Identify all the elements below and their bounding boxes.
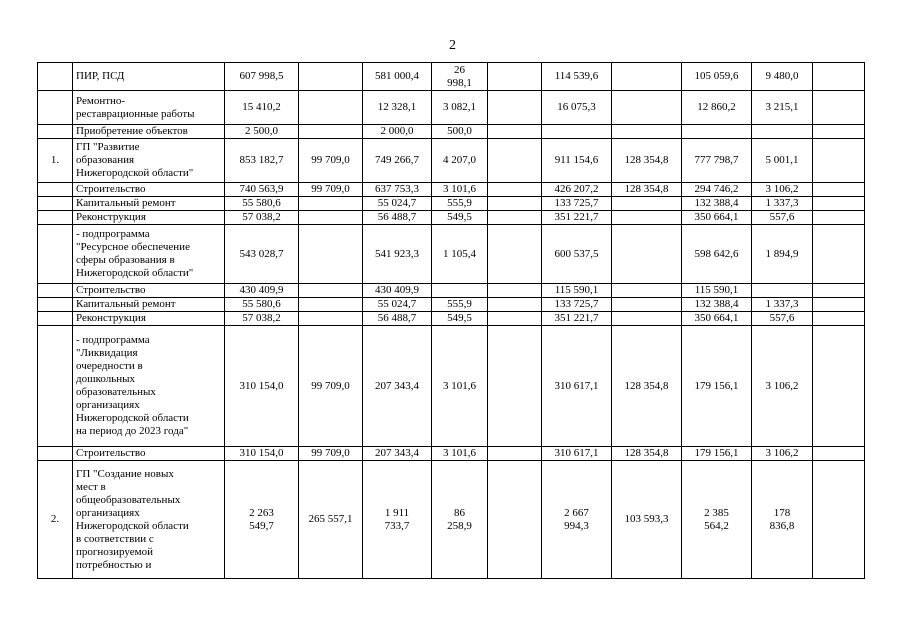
value-cell	[612, 63, 682, 91]
value-cell	[813, 125, 865, 139]
value-cell: 99 709,0	[299, 447, 363, 461]
value-cell: 1 337,3	[752, 298, 813, 312]
value-cell: 57 038,2	[225, 211, 299, 225]
value-cell: 2 385 564,2	[682, 461, 752, 579]
row-name-cell: Реконструкция	[73, 312, 225, 326]
value-cell: 607 998,5	[225, 63, 299, 91]
value-cell	[488, 197, 542, 211]
budget-table	[37, 62, 865, 579]
value-cell: 749 266,7	[363, 139, 432, 183]
value-cell: 1 894,9	[752, 225, 813, 284]
value-cell	[542, 125, 612, 139]
value-cell	[488, 298, 542, 312]
value-cell: 3 101,6	[432, 326, 488, 447]
value-cell	[488, 225, 542, 284]
value-cell: 26 998,1	[432, 63, 488, 91]
value-cell: 132 388,4	[682, 197, 752, 211]
value-cell: 103 593,3	[612, 461, 682, 579]
value-cell: 16 075,3	[542, 91, 612, 125]
row-name-cell: Строительство	[73, 284, 225, 298]
row-number-cell	[38, 125, 73, 139]
value-cell: 12 860,2	[682, 91, 752, 125]
value-cell: 600 537,5	[542, 225, 612, 284]
value-cell: 541 923,3	[363, 225, 432, 284]
value-cell: 55 580,6	[225, 298, 299, 312]
value-cell: 598 642,6	[682, 225, 752, 284]
value-cell	[752, 125, 813, 139]
value-cell: 430 409,9	[363, 284, 432, 298]
row-number-cell: 2.	[38, 461, 73, 579]
value-cell	[299, 298, 363, 312]
value-cell	[682, 125, 752, 139]
value-cell	[612, 298, 682, 312]
value-cell	[299, 284, 363, 298]
value-cell: 207 343,4	[363, 326, 432, 447]
value-cell: 56 488,7	[363, 211, 432, 225]
value-cell: 3 106,2	[752, 326, 813, 447]
value-cell	[752, 284, 813, 298]
value-cell: 351 221,7	[542, 211, 612, 225]
value-cell: 3 215,1	[752, 91, 813, 125]
value-cell: 12 328,1	[363, 91, 432, 125]
table-row	[38, 197, 865, 211]
value-cell: 1 337,3	[752, 197, 813, 211]
row-name-cell: Реконструкция	[73, 211, 225, 225]
value-cell	[299, 91, 363, 125]
value-cell: 549,5	[432, 211, 488, 225]
value-cell: 350 664,1	[682, 211, 752, 225]
value-cell	[813, 211, 865, 225]
value-cell: 777 798,7	[682, 139, 752, 183]
value-cell: 350 664,1	[682, 312, 752, 326]
row-name-cell: ГП "Развитие образования Нижегородской области"	[73, 139, 225, 183]
value-cell: 4 207,0	[432, 139, 488, 183]
row-number-cell	[38, 312, 73, 326]
row-name-cell: ГП "Создание новых мест в общеобразовательных организациях Нижегородской области в соответствии с прогнозируемой потребностью и	[73, 461, 225, 579]
value-cell: 351 221,7	[542, 312, 612, 326]
value-cell	[813, 63, 865, 91]
table-row	[38, 139, 865, 183]
table-row	[38, 125, 865, 139]
value-cell: 128 354,8	[612, 139, 682, 183]
value-cell	[612, 211, 682, 225]
value-cell	[488, 139, 542, 183]
value-cell	[488, 447, 542, 461]
value-cell: 557,6	[752, 211, 813, 225]
row-name-cell: - подпрограмма "Ресурсное обеспечение сферы образования в Нижегородской области"	[73, 225, 225, 284]
value-cell: 3 106,2	[752, 447, 813, 461]
value-cell: 105 059,6	[682, 63, 752, 91]
value-cell: 133 725,7	[542, 298, 612, 312]
page-number: 2	[449, 38, 456, 53]
value-cell: 740 563,9	[225, 183, 299, 197]
row-name-cell: - подпрограмма "Ликвидация очередности в дошкольных образовательных организациях Нижегородской области на период до 2023 года"	[73, 326, 225, 447]
value-cell: 426 207,2	[542, 183, 612, 197]
value-cell	[612, 284, 682, 298]
value-cell: 581 000,4	[363, 63, 432, 91]
value-cell: 115 590,1	[542, 284, 612, 298]
table-row	[38, 225, 865, 284]
value-cell	[813, 461, 865, 579]
row-number-cell	[38, 326, 73, 447]
value-cell: 128 354,8	[612, 326, 682, 447]
value-cell	[488, 461, 542, 579]
value-cell: 133 725,7	[542, 197, 612, 211]
value-cell	[813, 326, 865, 447]
value-cell	[299, 63, 363, 91]
value-cell: 55 024,7	[363, 197, 432, 211]
value-cell	[612, 125, 682, 139]
value-cell: 99 709,0	[299, 183, 363, 197]
row-number-cell	[38, 284, 73, 298]
table-row	[38, 183, 865, 197]
value-cell: 57 038,2	[225, 312, 299, 326]
value-cell	[612, 225, 682, 284]
value-cell: 557,6	[752, 312, 813, 326]
row-number-cell	[38, 225, 73, 284]
value-cell	[813, 298, 865, 312]
value-cell	[813, 183, 865, 197]
row-name-cell: Капитальный ремонт	[73, 298, 225, 312]
value-cell: 55 580,6	[225, 197, 299, 211]
value-cell	[813, 312, 865, 326]
value-cell: 549,5	[432, 312, 488, 326]
row-name-cell: Строительство	[73, 447, 225, 461]
row-number-cell	[38, 298, 73, 312]
value-cell	[299, 225, 363, 284]
value-cell	[299, 197, 363, 211]
value-cell: 310 154,0	[225, 447, 299, 461]
value-cell: 294 746,2	[682, 183, 752, 197]
row-name-cell: Ремонтно- реставрационные работы	[73, 91, 225, 125]
value-cell: 911 154,6	[542, 139, 612, 183]
value-cell	[488, 63, 542, 91]
value-cell: 310 154,0	[225, 326, 299, 447]
value-cell: 310 617,1	[542, 447, 612, 461]
value-cell: 2 000,0	[363, 125, 432, 139]
value-cell	[813, 447, 865, 461]
value-cell: 1 105,4	[432, 225, 488, 284]
value-cell	[299, 312, 363, 326]
value-cell	[488, 91, 542, 125]
table-row	[38, 326, 865, 447]
value-cell: 5 001,1	[752, 139, 813, 183]
table-row	[38, 447, 865, 461]
value-cell: 310 617,1	[542, 326, 612, 447]
value-cell: 3 101,6	[432, 447, 488, 461]
value-cell	[488, 326, 542, 447]
value-cell: 637 753,3	[363, 183, 432, 197]
value-cell: 99 709,0	[299, 139, 363, 183]
value-cell	[813, 225, 865, 284]
value-cell	[612, 197, 682, 211]
value-cell	[299, 125, 363, 139]
table-row	[38, 63, 865, 91]
row-number-cell: 1.	[38, 139, 73, 183]
value-cell: 179 156,1	[682, 326, 752, 447]
value-cell: 265 557,1	[299, 461, 363, 579]
value-cell: 2 263 549,7	[225, 461, 299, 579]
value-cell	[488, 183, 542, 197]
value-cell: 179 156,1	[682, 447, 752, 461]
value-cell	[488, 211, 542, 225]
row-name-cell: Строительство	[73, 183, 225, 197]
value-cell	[813, 91, 865, 125]
row-name-cell: Приобретение объектов	[73, 125, 225, 139]
table-row	[38, 312, 865, 326]
value-cell: 3 082,1	[432, 91, 488, 125]
value-cell: 500,0	[432, 125, 488, 139]
row-number-cell	[38, 197, 73, 211]
value-cell: 178 836,8	[752, 461, 813, 579]
value-cell: 132 388,4	[682, 298, 752, 312]
table-row	[38, 461, 865, 579]
row-number-cell	[38, 211, 73, 225]
value-cell: 99 709,0	[299, 326, 363, 447]
table-row	[38, 298, 865, 312]
value-cell: 128 354,8	[612, 183, 682, 197]
value-cell: 207 343,4	[363, 447, 432, 461]
value-cell: 2 667 994,3	[542, 461, 612, 579]
row-name-cell: ПИР, ПСД	[73, 63, 225, 91]
value-cell	[813, 284, 865, 298]
value-cell: 853 182,7	[225, 139, 299, 183]
value-cell: 543 028,7	[225, 225, 299, 284]
value-cell: 115 590,1	[682, 284, 752, 298]
row-number-cell	[38, 91, 73, 125]
row-number-cell	[38, 63, 73, 91]
value-cell	[488, 284, 542, 298]
value-cell: 128 354,8	[612, 447, 682, 461]
value-cell	[813, 197, 865, 211]
value-cell	[299, 211, 363, 225]
value-cell: 430 409,9	[225, 284, 299, 298]
value-cell	[813, 139, 865, 183]
value-cell: 1 911 733,7	[363, 461, 432, 579]
value-cell: 3 106,2	[752, 183, 813, 197]
row-number-cell	[38, 447, 73, 461]
value-cell: 2 500,0	[225, 125, 299, 139]
value-cell: 55 024,7	[363, 298, 432, 312]
value-cell	[488, 125, 542, 139]
value-cell: 86 258,9	[432, 461, 488, 579]
table-row	[38, 211, 865, 225]
value-cell: 9 480,0	[752, 63, 813, 91]
value-cell	[432, 284, 488, 298]
value-cell: 114 539,6	[542, 63, 612, 91]
row-name-cell: Капитальный ремонт	[73, 197, 225, 211]
value-cell	[612, 312, 682, 326]
value-cell: 555,9	[432, 197, 488, 211]
row-number-cell	[38, 183, 73, 197]
table-row	[38, 91, 865, 125]
value-cell: 555,9	[432, 298, 488, 312]
table-row	[38, 284, 865, 298]
value-cell	[488, 312, 542, 326]
value-cell	[612, 91, 682, 125]
value-cell: 3 101,6	[432, 183, 488, 197]
value-cell: 56 488,7	[363, 312, 432, 326]
value-cell: 15 410,2	[225, 91, 299, 125]
